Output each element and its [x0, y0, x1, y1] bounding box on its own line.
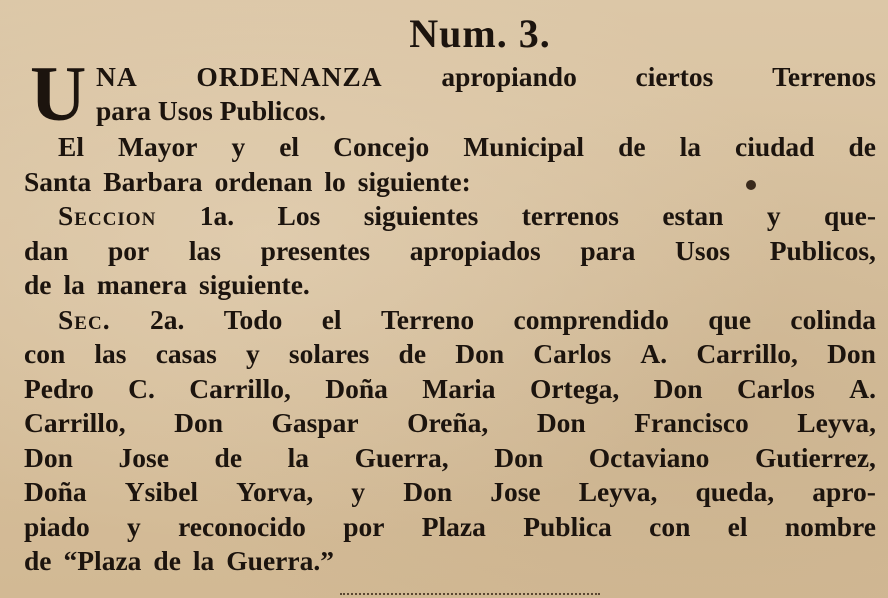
- text-line: [24, 510, 876, 545]
- word: la: [679, 131, 701, 162]
- word: Barbara: [103, 165, 203, 197]
- word: Doña: [24, 476, 87, 507]
- word: Don: [455, 338, 505, 369]
- word: y: [231, 131, 246, 162]
- word: y: [766, 200, 781, 231]
- word: dan: [24, 234, 69, 266]
- word: Jose: [490, 476, 541, 507]
- word: apro-: [812, 476, 876, 507]
- word: para: [580, 234, 636, 266]
- word: ordenan: [214, 165, 313, 197]
- word: Pedro: [24, 372, 94, 404]
- section-label: Seccion: [58, 200, 157, 231]
- drop-cap: U: [30, 50, 87, 137]
- word: solares: [288, 338, 370, 369]
- word: colinda: [790, 303, 876, 335]
- word: de: [398, 338, 427, 369]
- word: Francisco: [634, 407, 749, 438]
- heading-text: para Usos Publicos.: [96, 95, 326, 126]
- text-line: [24, 441, 876, 476]
- ink-spot: [746, 180, 756, 190]
- word: Plaza: [421, 510, 486, 542]
- word: la: [63, 269, 85, 300]
- text-line: [24, 234, 876, 269]
- word: Publica: [523, 510, 612, 542]
- word: el: [279, 131, 300, 162]
- text-line: [24, 337, 876, 372]
- word: Carrillo,: [189, 372, 291, 404]
- word: Gutierrez,: [755, 441, 876, 473]
- word: Guerra.”: [226, 545, 334, 576]
- word: Don: [174, 407, 223, 438]
- word: Usos: [675, 234, 731, 266]
- word: Don: [827, 338, 876, 369]
- text-line: [24, 199, 876, 234]
- word: A.: [849, 372, 876, 404]
- word: Octaviano: [588, 441, 710, 473]
- word: “Plaza: [63, 545, 142, 576]
- word: siguiente:: [357, 165, 471, 197]
- word: la: [287, 441, 310, 473]
- word: Doña: [325, 372, 388, 404]
- text-line: [24, 268, 876, 303]
- text-line: [24, 130, 876, 165]
- word: por: [343, 510, 385, 542]
- word: Gaspar: [271, 407, 359, 438]
- word: Carlos: [533, 338, 612, 369]
- word: de: [848, 131, 876, 162]
- word: Ortega,: [529, 372, 620, 404]
- heading-line-1: [96, 60, 876, 95]
- word: por: [108, 234, 150, 266]
- word: Don: [403, 476, 453, 507]
- word: Leyva,: [797, 407, 876, 438]
- word: estan: [662, 200, 724, 231]
- word: con: [649, 510, 691, 542]
- ordinance-body: [24, 130, 876, 579]
- text-line: [24, 372, 876, 407]
- word: presentes: [260, 234, 371, 266]
- word: El: [58, 131, 84, 162]
- word: C.: [128, 372, 155, 404]
- word: Municipal: [463, 131, 585, 162]
- word: terrenos: [521, 200, 619, 231]
- word: que: [708, 303, 752, 335]
- word: Concejo: [333, 131, 430, 162]
- word: comprendido: [513, 303, 669, 335]
- word: Santa: [24, 165, 92, 197]
- word: Yorva,: [236, 476, 314, 507]
- word: de: [24, 545, 52, 576]
- word: y: [127, 510, 141, 542]
- word: reconocido: [178, 510, 306, 542]
- word: Carrillo,: [24, 407, 126, 438]
- word: 2a.: [149, 303, 185, 335]
- word: y: [245, 338, 260, 369]
- word: casas: [155, 338, 217, 369]
- text-line: [24, 475, 876, 510]
- word: A.: [640, 338, 668, 369]
- heading-word: apropiando: [441, 61, 577, 92]
- word: Los: [277, 200, 321, 231]
- word: Mayor: [118, 131, 198, 162]
- word: siguiente.: [199, 269, 310, 300]
- word: apropiados: [409, 234, 541, 266]
- word: queda,: [695, 476, 775, 507]
- word: siguientes: [363, 200, 479, 231]
- word: Publicos,: [769, 234, 876, 266]
- word: Don: [536, 407, 586, 438]
- word: manera: [96, 269, 188, 300]
- word: de: [618, 131, 646, 162]
- text-line: [24, 303, 876, 338]
- heading-line-2: [96, 94, 876, 129]
- text-line: [24, 544, 876, 579]
- word: Leyva,: [578, 476, 658, 507]
- word: 1a.: [199, 200, 235, 231]
- word: con: [24, 338, 66, 369]
- word: las: [94, 338, 127, 369]
- word: Don: [494, 441, 544, 473]
- word: Maria: [422, 372, 496, 404]
- word: Guerra,: [354, 441, 449, 473]
- bottom-rule: [340, 593, 600, 598]
- word: Don: [24, 441, 73, 473]
- word: Jose: [118, 441, 169, 473]
- word: Carlos: [736, 372, 815, 404]
- heading-word: Terrenos: [772, 61, 876, 92]
- section-label: Sec.: [58, 303, 111, 335]
- word: de: [24, 269, 52, 300]
- word: de: [153, 545, 181, 576]
- word: que-: [824, 200, 876, 231]
- word: ciudad: [734, 131, 815, 162]
- heading-word: ORDENANZA: [196, 61, 383, 92]
- word: de: [214, 441, 243, 473]
- word: Todo: [223, 303, 283, 335]
- word: las: [188, 234, 221, 266]
- ordinance-heading: [24, 50, 876, 137]
- heading-word: ciertos: [635, 61, 714, 92]
- word: el: [727, 510, 748, 542]
- page-title: Num. 3.: [409, 11, 551, 56]
- word: el: [321, 303, 342, 335]
- word: Ysibel: [124, 476, 199, 507]
- word: Oreña,: [407, 407, 489, 438]
- word: Carrillo,: [696, 338, 798, 369]
- word: piado: [24, 510, 90, 542]
- text-line: [24, 406, 876, 441]
- word: la: [192, 545, 215, 576]
- word: y: [351, 476, 366, 507]
- heading-word: NA: [96, 61, 138, 92]
- word: Terreno: [380, 303, 475, 335]
- word: nombre: [784, 510, 876, 542]
- word: lo: [324, 165, 346, 197]
- word: Don: [653, 372, 703, 404]
